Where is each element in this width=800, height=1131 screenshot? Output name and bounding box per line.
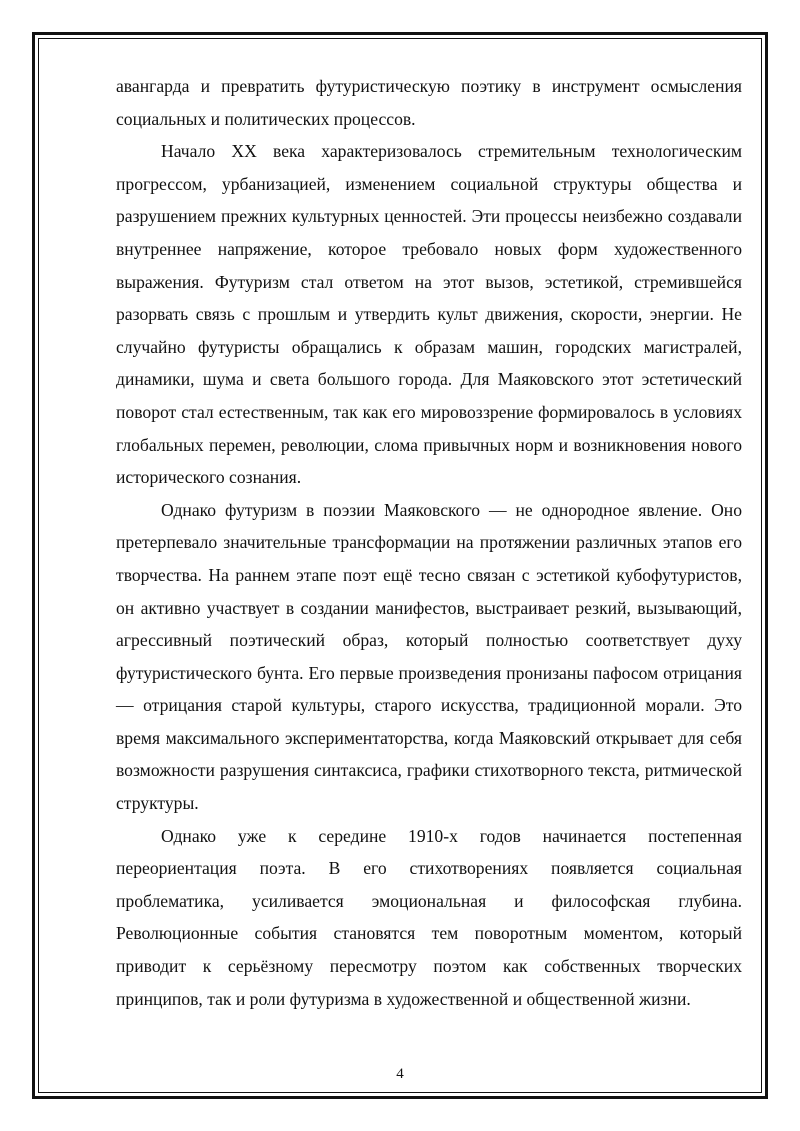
paragraph-continuation: авангарда и превратить футуристическую поэтику в инструмент осмысления социальных и политических процессов. bbox=[116, 76, 742, 129]
page-number: 4 bbox=[396, 1066, 404, 1082]
paragraph-futurism-mayakovsky: Однако футуризм в поэзии Маяковского — не однородное явление. Оно претерпевало значительные трансформации на протяжении различных этапов его творчества. На раннем этапе поэт ещё тесно связан с эстетикой кубофутуристов, он активно участвует в создании манифестов, выстраивает резкий, вызывающий, агрессивный поэтический образ, который полностью соответствует духу футуристического бунта. Его первые произведения пронизаны пафосом отрицания — отрицания старой культуры, старого искусства, традиционной морали. Это время максимального экспериментаторства, когда Маяковский открывает для себя возможности разрушения синтаксиса, графики стихотворного текста, ритмической структуры. bbox=[116, 499, 742, 814]
paragraph-reorientation: Однако уже к середине 1910-х годов начинается постепенная переориентация поэта. В его стихотворениях появляется социальная проблематика, усиливается эмоциональная и философская глубина. Революционные события становятся тем поворотным моментом, который приводит к серьёзному пересмотру поэтом как собственных творческих принципов, так и роли футуризма в художественной и общественной жизни. bbox=[116, 825, 742, 1009]
document-body bbox=[116, 70, 742, 1015]
paragraph-early-20th-century: Начало XX века характеризовалось стремительным технологическим прогрессом, урбанизацией, изменением социальной структуры общества и разрушением прежних культурных ценностей. Эти процессы неизбежно создавали внутреннее напряжение, которое требовало новых форм художественного выражения. Футуризм стал ответом на этот вызов, эстетикой, стремившейся разорвать связь с прошлым и утвердить культ движения, скорости, энергии. Не случайно футуристы обращались к образам машин, городских магистралей, динамики, шума и света большого города. Для Маяковского этот эстетический поворот стал естественным, так как его мировоззрение формировалось в условиях глобальных перемен, революции, слома привычных норм и возникновения нового исторического сознания. bbox=[116, 141, 742, 488]
